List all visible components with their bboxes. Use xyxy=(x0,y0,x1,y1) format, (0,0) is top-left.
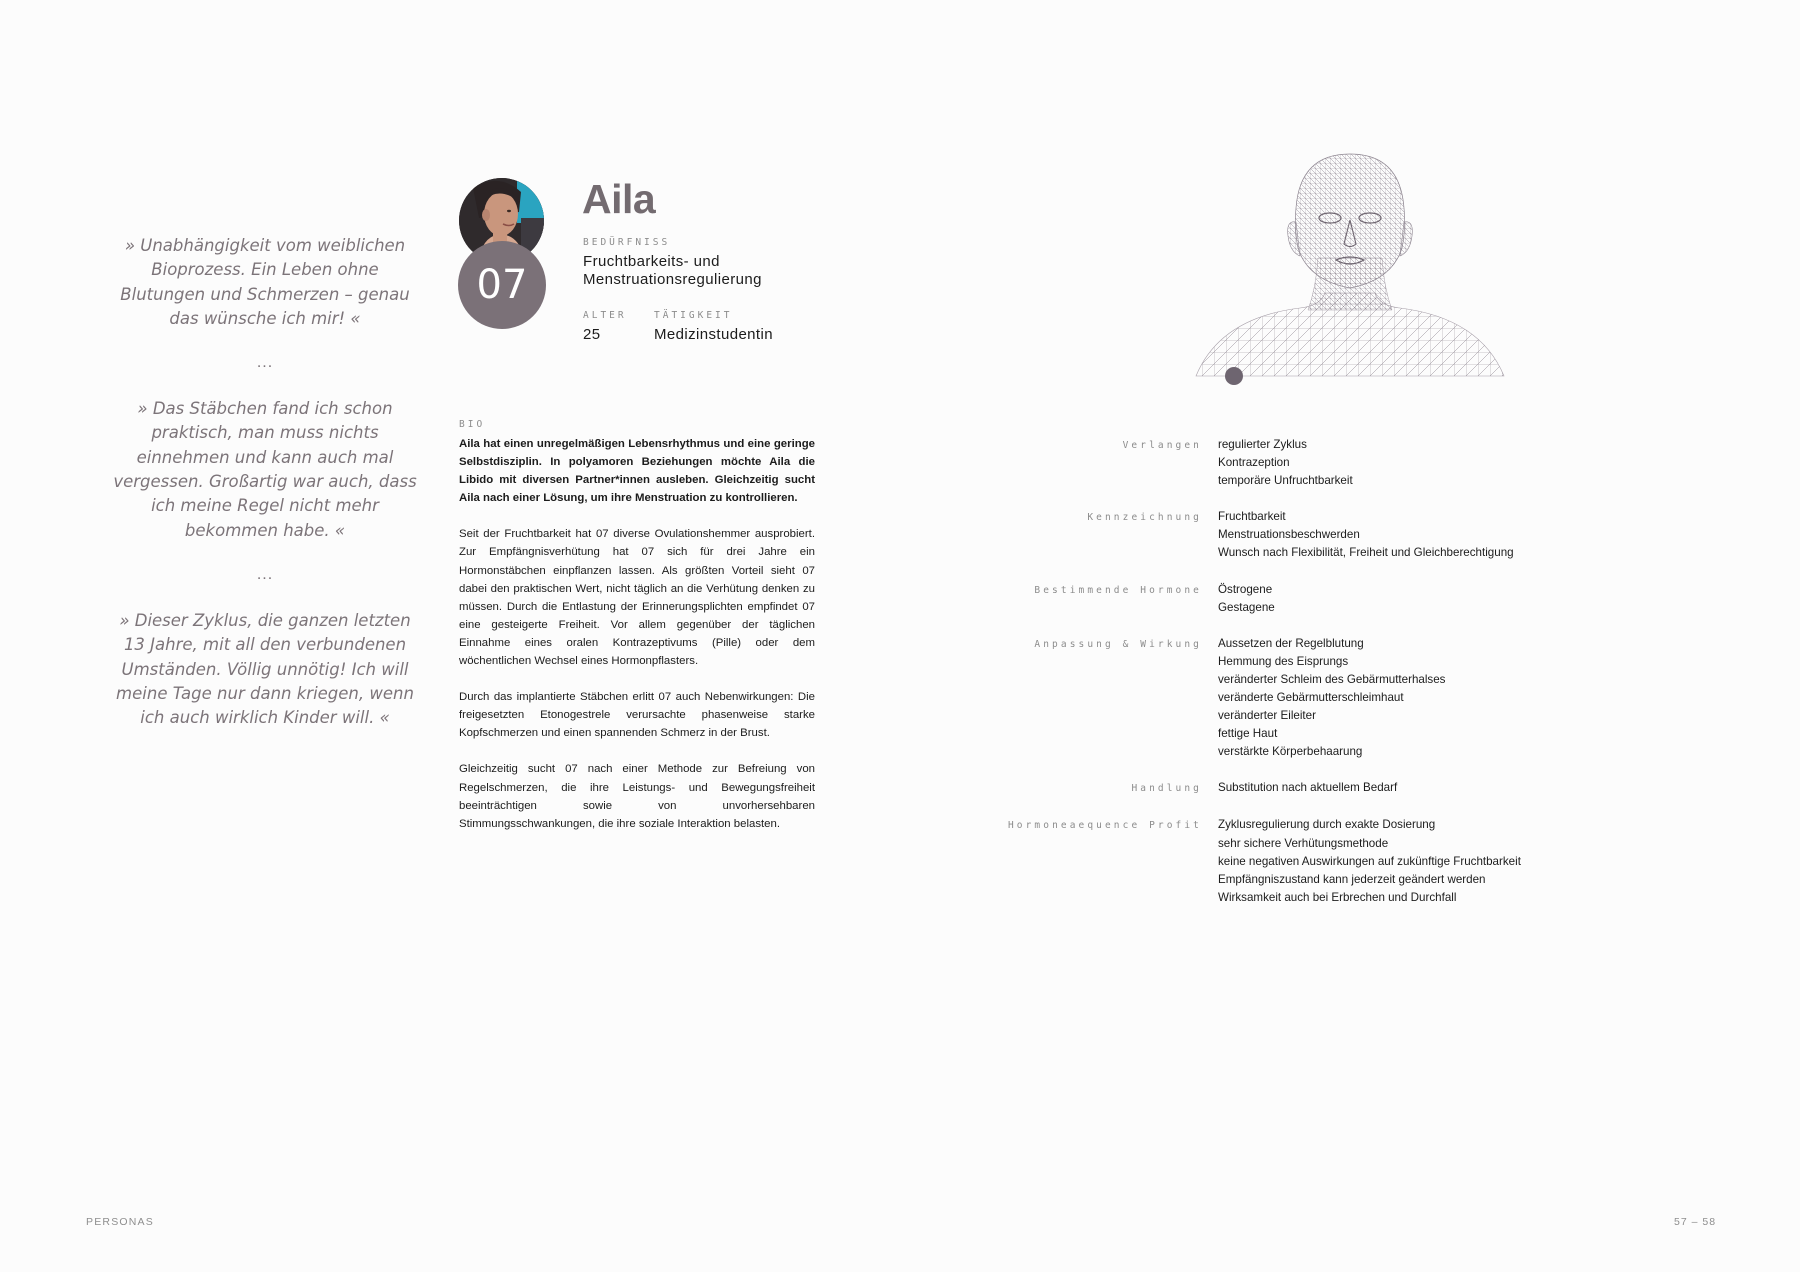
attribute-value: Wunsch nach Flexibilität, Freiheit und Gleichberechtigung xyxy=(1218,546,1514,560)
attribute-values xyxy=(1218,436,1680,490)
need-value: Fruchtbarkeits- und Menstruationsregulierung xyxy=(583,253,762,288)
wireframe-head-illustration xyxy=(1190,148,1510,380)
quote-1: » Unabhängigkeit vom weiblichen Bioprozess. Ein Leben ohne Blutungen und Schmerzen – genau das wünsche ich mir! « xyxy=(120,236,410,328)
occupation-label: TÄTIGKEIT xyxy=(654,310,733,321)
attributes-table xyxy=(960,436,1680,925)
persona-name: Aila xyxy=(582,176,656,222)
quote-3: » Dieser Zyklus, die ganzen letzten 13 Jahre, mit all den verbundenen Umständen. Völlig unnötig! Ich will meine Tage nur dann kriegen, wenn ich auch wirklich Kinder will. « xyxy=(116,610,414,728)
attribute-value: fettige Haut xyxy=(1218,727,1278,741)
attribute-label: Handlung xyxy=(1131,783,1202,795)
attribute-value: Hemmung des Eisprungs xyxy=(1218,654,1349,668)
attribute-value: Empfängniszustand kann jederzeit geändert werden xyxy=(1218,872,1486,886)
attribute-value: Wirksamkeit auch bei Erbrechen und Durchfall xyxy=(1218,890,1457,904)
attribute-values xyxy=(1218,816,1680,906)
attribute-value: regulierter Zyklus xyxy=(1218,438,1307,451)
attribute-label: Verlangen xyxy=(1122,440,1202,451)
footer-section-title: PERSONAS xyxy=(86,1216,154,1228)
attribute-value: veränderter Schleim des Gebärmutterhalses xyxy=(1218,672,1446,686)
attribute-value: Kontrazeption xyxy=(1218,456,1290,470)
attribute-value: sehr sichere Verhütungsmethode xyxy=(1218,836,1389,850)
quote-2: » Das Stäbchen fand ich schon praktisch, man muss nichts einnehmen und kann auch mal vergessen. Großartig war auch, dass ich meine Regel nicht mehr bekommen habe. « xyxy=(113,399,417,540)
marker-dot xyxy=(1225,367,1243,385)
attribute-label: Bestimmende Hormone xyxy=(1034,584,1202,596)
bio-paragraph-4: Gleichzeitig sucht 07 nach einer Methode zur Befreiung von Regelschmerzen, die ihre Leistungs- und Bewegungsfreiheit beeinträchtigen sowie von unvorhersehbaren Stimmungsschwankungen, die ihre soziale Interaktion belasten. xyxy=(459,763,815,830)
attribute-row xyxy=(960,816,1680,906)
attribute-value: Zyklusregulierung durch exakte Dosierung xyxy=(1218,818,1436,832)
attribute-row xyxy=(960,779,1680,798)
attribute-value: Substitution nach aktuellem Bedarf xyxy=(1218,781,1398,795)
bio-text xyxy=(459,435,815,851)
occupation-value: Medizinstudentin xyxy=(654,326,773,343)
bio-label: BIO xyxy=(459,419,486,430)
attribute-values xyxy=(1218,508,1680,562)
attribute-value: Fruchtbarkeit xyxy=(1218,510,1286,524)
wireframe-head-icon xyxy=(1190,148,1510,380)
attribute-value: temporäre Unfruchtbarkeit xyxy=(1218,474,1353,488)
quote-separator-2: ... xyxy=(256,565,274,583)
bio-paragraph-2: Seit der Fruchtbarkeit hat 07 diverse Ovulationshemmer ausprobiert. Zur Empfängnisverhütung hat 07 sich für drei Jahre ein Hormonstäbchen einpflanzen lassen. Als größten Vorteil sieht 07 dabei den praktischen Wert, nicht täglich an die Verhütung denken zu müssen. Durch die Entlastung der Erinnerungsplichten empfindet 07 eine gesteigerte Freiheit. Vor allem gegenüber der täglichen Einnahme eines oralen Kontrazeptivums (Pille) oder dem wöchentlichen Wechsel eines Hormonpflasters. xyxy=(459,528,815,668)
attribute-row xyxy=(960,635,1680,762)
bio-paragraph-3: Durch das implantierte Stäbchen erlitt 07 auch Nebenwirkungen: Die freigesetzten Etonogestrele verursachte phasenweise starke Kopfschmerzen und einen spannenden Schmerz in der Brust. xyxy=(459,691,815,740)
quotes-column xyxy=(112,234,418,730)
age-label: ALTER xyxy=(583,310,627,321)
age-value: 25 xyxy=(583,326,601,343)
attribute-value: verstärkte Körperbehaarung xyxy=(1218,745,1363,759)
attribute-value: veränderte Gebärmutterschleimhaut xyxy=(1218,691,1404,705)
attribute-label: Hormoneaequence Profit xyxy=(1007,820,1202,832)
need-label: BEDÜRFNISS xyxy=(583,237,671,248)
attribute-label: Kennzeichnung xyxy=(1087,512,1202,524)
attribute-value: Östrogene xyxy=(1218,582,1273,596)
persona-number-badge: 07 xyxy=(458,241,546,329)
attribute-values xyxy=(1218,779,1680,798)
attribute-value: keine negativen Auswirkungen auf zukünftige Fruchtbarkeit xyxy=(1218,854,1521,868)
quote-separator-1: ... xyxy=(256,354,274,372)
attribute-value: Menstruationsbeschwerden xyxy=(1218,528,1360,542)
attribute-value: Gestagene xyxy=(1218,600,1275,614)
attribute-values xyxy=(1218,581,1680,617)
footer-page-numbers: 57 – 58 xyxy=(1674,1216,1717,1228)
attribute-row xyxy=(960,508,1680,562)
attribute-row xyxy=(960,581,1680,617)
attribute-label: Anpassung & Wirkung xyxy=(1034,638,1202,650)
attribute-value: Aussetzen der Regelblutung xyxy=(1218,636,1364,650)
attribute-row xyxy=(960,436,1680,490)
attribute-values xyxy=(1218,635,1680,762)
attribute-value: veränderter Eileiter xyxy=(1218,709,1316,723)
bio-paragraph-1: Aila hat einen unregelmäßigen Lebensrhythmus und eine geringe Selbstdisziplin. In polyamoren Beziehungen möchte Aila die Libido mit diversen Partner*innen ausleben. Gleichzeitig sucht Aila nach einer Lösung, um ihre Menstruation zu kontrollieren. xyxy=(459,438,815,505)
